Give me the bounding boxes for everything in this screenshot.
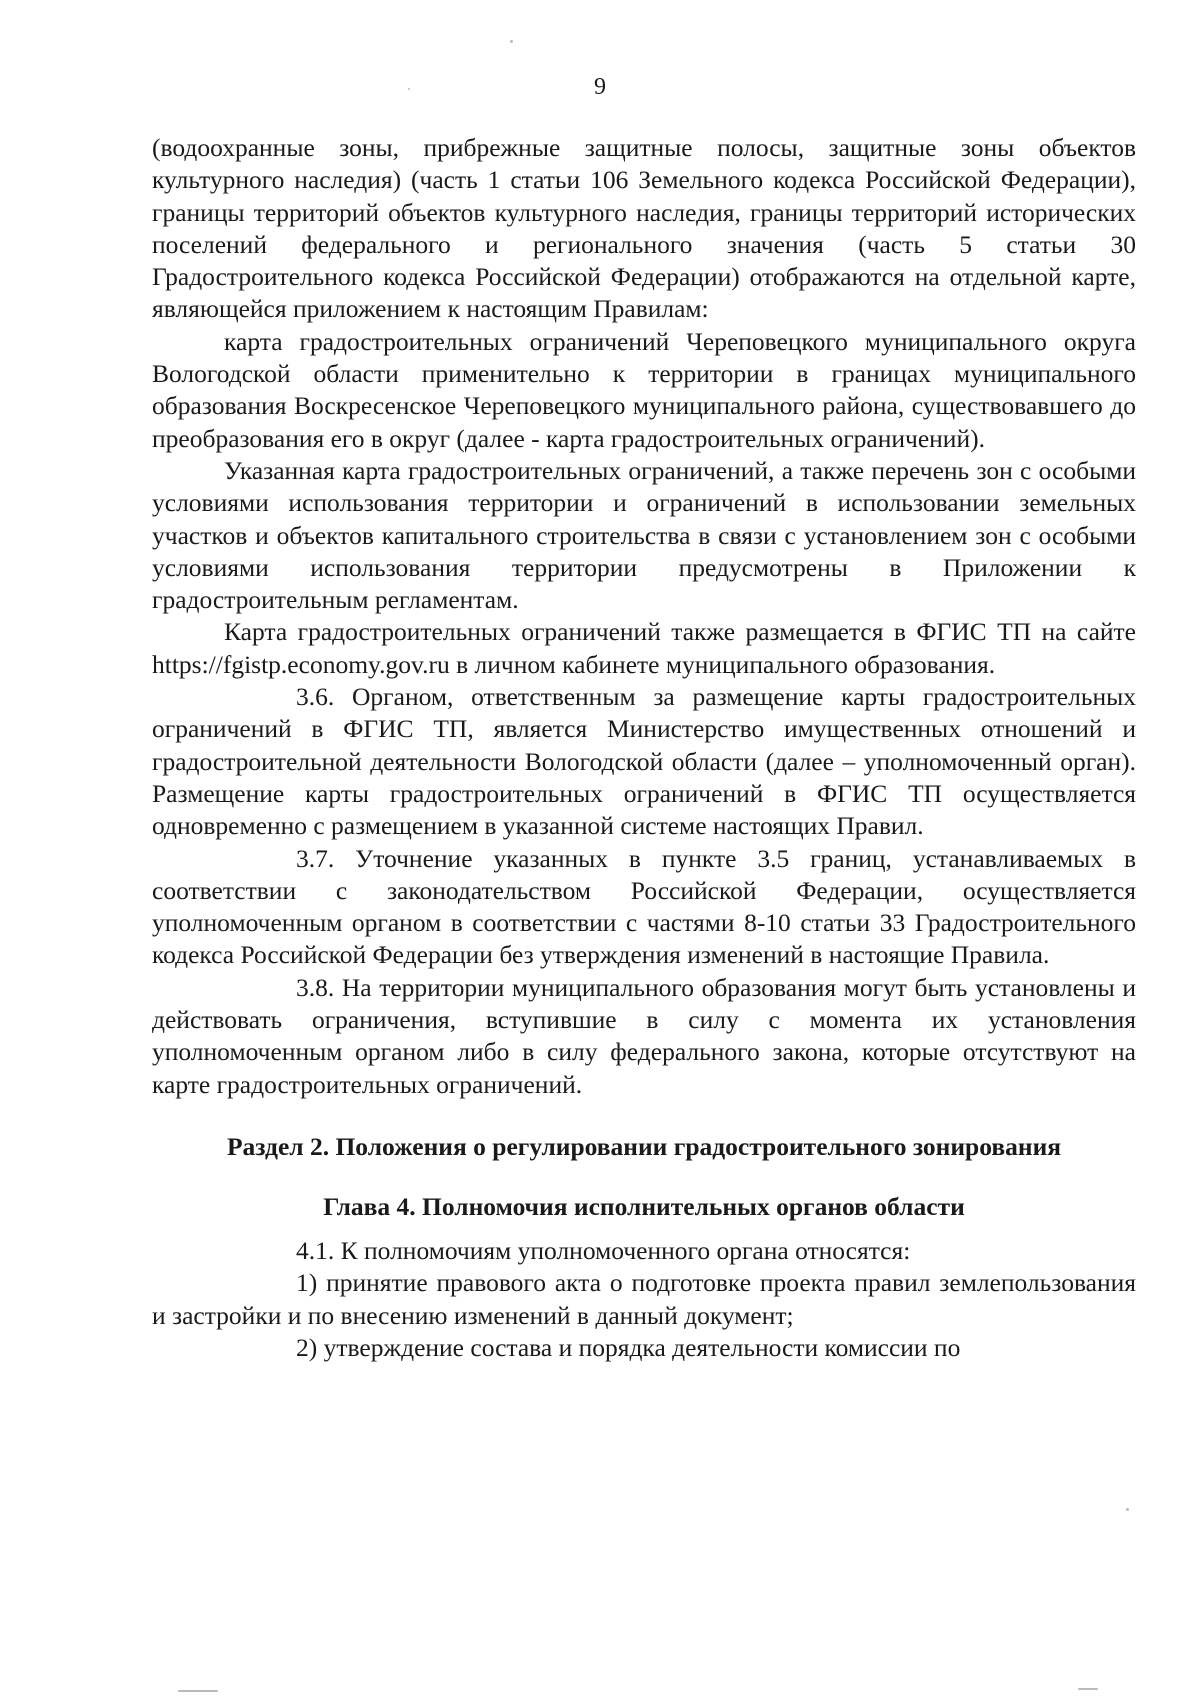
scan-speck [178,1690,218,1692]
clause-text: Органом, ответственным за размещение карты градостроительных ограничений в ФГИС ТП, является Министерство имущественных отношений и градостроительной деятельности Вологодской области (далее – уполномоченный орган). Размещение карты градостроительных ограничений в ФГИС ТП осуществляется одновременно с размещением в указанной системе настоящих Правил. [152,682,1136,841]
scan-speck [1126,1508,1129,1511]
list-number: 2) [296,1332,318,1362]
list-item-2 [152,1332,1136,1364]
paragraph: карта градостроительных ограничений Череповецкого муниципального округа Вологодской области применительно к территории в границах муниципального образования Воскресенское Череповецкого муниципального района, существовавшего до преобразования его в округ (далее - карта градостроительных ограничений). [152,326,1136,453]
clause-text: На территории муниципального образования могут быть установлены и действовать ограничения, вступившие в силу с момента их установления уполномоченным органом либо в силу федерального закона, которые отсутствуют на карте градостроительных ограничений. [152,972,1136,1099]
clause-text: К полномочиям уполномоченного органа относятся: [340,1235,911,1265]
clause-3-8 [152,972,1136,1101]
clause-number: 3.7. [296,843,335,873]
clause-number: 3.8. [296,972,335,1002]
clause-3-7 [152,843,1136,972]
clause-4-1 [152,1235,1136,1267]
scan-speck [1078,1688,1098,1690]
list-number: 1) [296,1268,318,1298]
clause-number: 3.6. [296,682,335,712]
clause-3-6 [152,681,1136,842]
clause-text: Уточнение указанных в пункте 3.5 границ, устанавливаемых в соответствии с законодательством Российской Федерации, осуществляется уполномоченным органом в соответствии с частями 8-10 статьи 33 Градостроительного кодекса Российской Федерации без утверждения изменений в настоящие Правила. [152,843,1137,970]
section-title: Раздел 2. Положения о регулировании градостроительного зонирования [226,1131,1062,1161]
paragraph: Карта градостроительных ограничений также размещается в ФГИС ТП на сайте https://fgistp.economy.gov.ru в личном кабинете муниципального образования. [152,617,1136,679]
clause-number: 4.1. [296,1235,335,1265]
document-body [152,132,1136,1364]
paragraph: (водоохранные зоны, прибрежные защитные полосы, защитные зоны объектов культурного наследия) (часть 1 статьи 106 Земельного кодекса Российской Федерации), границы территорий объектов культурного наследия, границы территорий исторических поселений федерального и регионального значения (часть 5 статьи 30 Градостроительного кодекса Российской Федерации) отображаются на отдельной карте, являющейся приложением к настоящим Правилам: [152,133,1136,324]
list-text: принятие правового акта о подготовке проекта правил землепользования и застройки и по внесению изменений в данный документ; [152,1268,1137,1330]
paragraph: Указанная карта градостроительных ограничений, а также перечень зон с особыми условиями использования территории и ограничений в использовании земельных участков и объектов капитального строительства в связи с установлением зон с особыми условиями использования территории предусмотрены в Приложении к градостроительным регламентам. [152,455,1136,615]
scan-speck [408,88,410,90]
list-item-1 [152,1267,1136,1332]
page-number: 9 [594,74,606,100]
scan-speck [510,40,513,43]
list-text: утверждение состава и порядка деятельности комиссии по [323,1332,961,1362]
chapter-title: Глава 4. Полномочия исполнительных органов области [323,1191,965,1221]
